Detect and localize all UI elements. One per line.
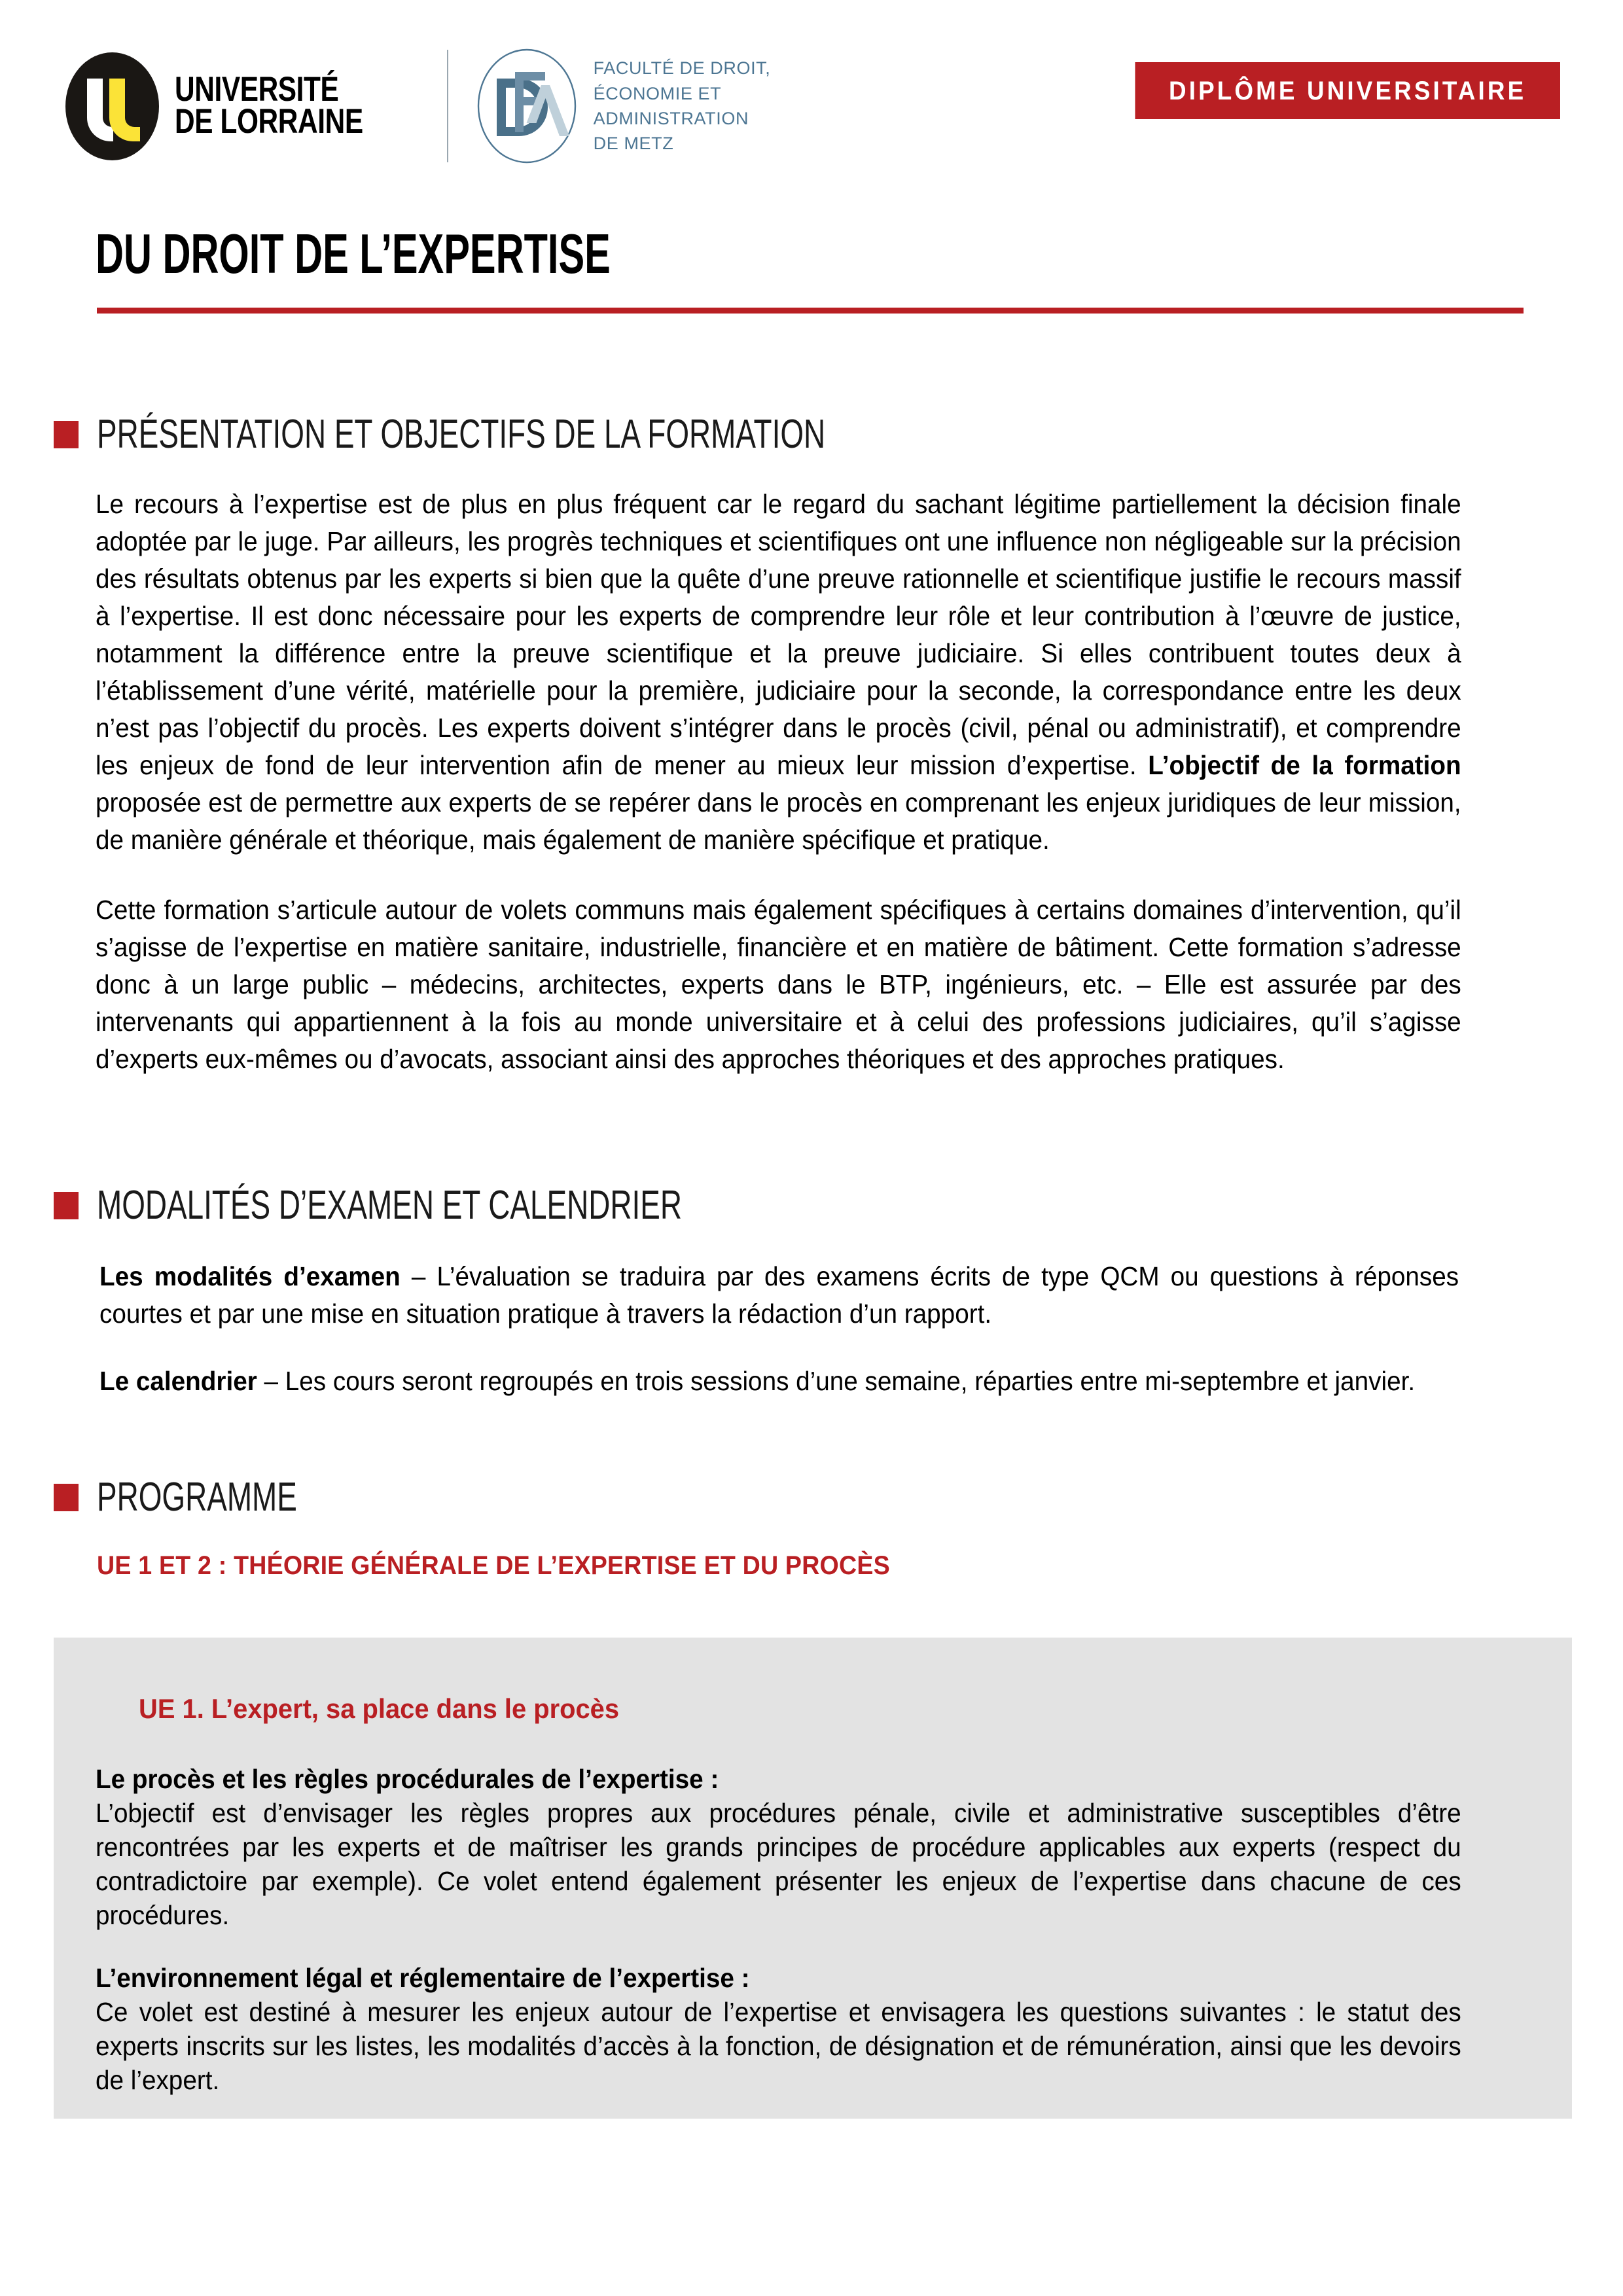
section-bullet-icon	[54, 1484, 79, 1511]
modalites-examen-label: Les modalités d’examen	[99, 1261, 401, 1291]
modalites-calendrier-label: Le calendrier	[99, 1366, 257, 1396]
programme-block-1	[96, 1762, 1461, 1932]
programme-block-2-label-text: L’environnement légal et réglementaire de l’expertise	[96, 1963, 734, 1993]
programme-block-2-colon: :	[734, 1963, 750, 1993]
modalites-body	[99, 1258, 1459, 1400]
ue-banner-heading: UE 1 ET 2 : THÉORIE GÉNÉRALE DE L’EXPERTISE ET DU PROCÈS	[97, 1551, 890, 1580]
presentation-body	[96, 486, 1461, 1078]
faculte-dea-logo	[477, 48, 771, 164]
section-bullet-icon	[54, 1192, 79, 1219]
dea-line2: ÉCONOMIE ET	[593, 83, 722, 103]
dea-line1: FACULTÉ DE DROIT,	[593, 58, 771, 79]
dea-wordmark	[594, 56, 771, 156]
programme-block-1-label	[96, 1762, 1461, 1796]
presentation-paragraph-2: Cette formation s’articule autour de volets communs mais également spécifiques à certains domaines d’intervention, qu’il s’agisse de l’expertise en matière sanitaire, industrielle, financière et en matière de bâtiment. Cette formation s’adresse donc à un large public – médecins, architectes, experts dans le BTP, ingénieurs, etc. – Elle est assurée par des intervenants qui appartiennent à la fois au monde universitaire et à celui des professions judiciaires, qu’il s’agisse d’experts eux-mêmes ou d’avocats, associant ainsi des approches théoriques et des approches pratiques.	[96, 895, 1461, 1074]
modalites-item-examen	[99, 1258, 1459, 1333]
section-title-presentation: PRÉSENTATION ET OBJECTIFS DE LA FORMATION	[97, 412, 826, 457]
logo-block	[65, 47, 770, 165]
logo-divider	[447, 50, 448, 162]
diplome-universitaire-badge: DIPLÔME UNIVERSITAIRE	[1135, 62, 1560, 119]
ul-monogram-icon	[65, 52, 159, 160]
ul-wordmark-line2: DE LORRAINE	[175, 102, 363, 141]
programme-box-body	[96, 1762, 1461, 2097]
ul-wordmark-line1: UNIVERSITÉ	[175, 70, 339, 109]
title-underline-rule	[97, 308, 1524, 314]
dea-monogram-icon	[477, 48, 577, 164]
presentation-paragraph-1	[96, 486, 1461, 859]
section-header-modalites	[54, 1182, 887, 1229]
modalites-calendrier-text: – Les cours seront regroupés en trois sessions d’une semaine, réparties entre mi-septembre et janvier.	[257, 1366, 1416, 1396]
programme-block-1-label-text: Le procès et les règles procédurales de l’expertise	[96, 1764, 704, 1794]
document-header	[0, 0, 1623, 196]
presentation-p1-part-a: Le recours à l’expertise est de plus en plus fréquent car le regard du sachant légitime partiellement la décision finale adoptée par le juge. Par ailleurs, les progrès techniques et scientifiques ont une influence non négligeable sur la précision des résultats obtenus par les experts si bien que la quête d’une preuve rationnelle et scientifique justifie le recours massif à l’expertise. Il est donc nécessaire pour les experts de comprendre leur rôle et leur contribution à l’œuvre de justice, notamment la différence entre la preuve scientifique et la preuve judiciaire. Si elles contribuent toutes deux à l’établissement d’une vérité, matérielle pour la première, judiciaire pour la seconde, la correspondance entre les deux n’est pas l’objectif du procès. Les experts doivent s’intégrer dans le procès (civil, pénal ou administratif), et comprendre les enjeux de fond de leur intervention afin de mener au mieux leur mission d’expertise.	[96, 489, 1461, 780]
ue-subheading: UE 1. L’expert, sa place dans le procès	[139, 1693, 620, 1724]
dea-line4: DE METZ	[593, 134, 674, 154]
universite-de-lorraine-logo	[65, 52, 410, 160]
programme-block-2	[96, 1961, 1461, 2097]
programme-block-1-colon: :	[703, 1764, 719, 1794]
section-title-programme: PROGRAMME	[97, 1475, 297, 1520]
section-header-presentation	[54, 411, 1081, 457]
page-title: DU DROIT DE L’EXPERTISE	[96, 223, 611, 285]
section-header-programme	[54, 1474, 367, 1520]
section-bullet-icon	[54, 421, 79, 448]
ul-wordmark	[175, 70, 363, 141]
dea-line3: ADMINISTRATION	[593, 109, 749, 128]
section-title-modalites: MODALITÉS D’EXAMEN ET CALENDRIER	[97, 1183, 682, 1228]
presentation-p1-part-b: proposée est de permettre aux experts de se repérer dans le procès en comprenant les enjeux juridiques de leur mission, de manière générale et théorique, mais également de manière spécifique et pratique.	[96, 787, 1461, 855]
programme-block-2-label	[96, 1961, 1461, 1995]
programme-block-1-text: L’objectif est d’envisager les règles propres aux procédures pénale, civile et administrative susceptibles d’être rencontrées par les experts et de maîtriser les grands principes de procédure applicables aux experts (respect du contradictoire par exemple). Ce volet entend également présenter les enjeux de l’expertise dans chacune de ces procédures.	[96, 1798, 1461, 1930]
presentation-p1-bold: L’objectif de la formation	[1148, 750, 1461, 780]
programme-block-2-text: Ce volet est destiné à mesurer les enjeux autour de l’expertise et envisagera les questions suivantes : le statut des experts inscrits sur les listes, les modalités d’accès à la fonction, de désignation et de rémunération, ainsi que les devoirs de l’expert.	[96, 1997, 1461, 2095]
modalites-item-calendrier	[99, 1363, 1459, 1400]
modalites-examen-text: – L’évaluation se traduira par des examens écrits de type QCM ou questions à réponses courtes et par une mise en situation pratique à travers la rédaction d’un rapport.	[99, 1261, 1459, 1329]
